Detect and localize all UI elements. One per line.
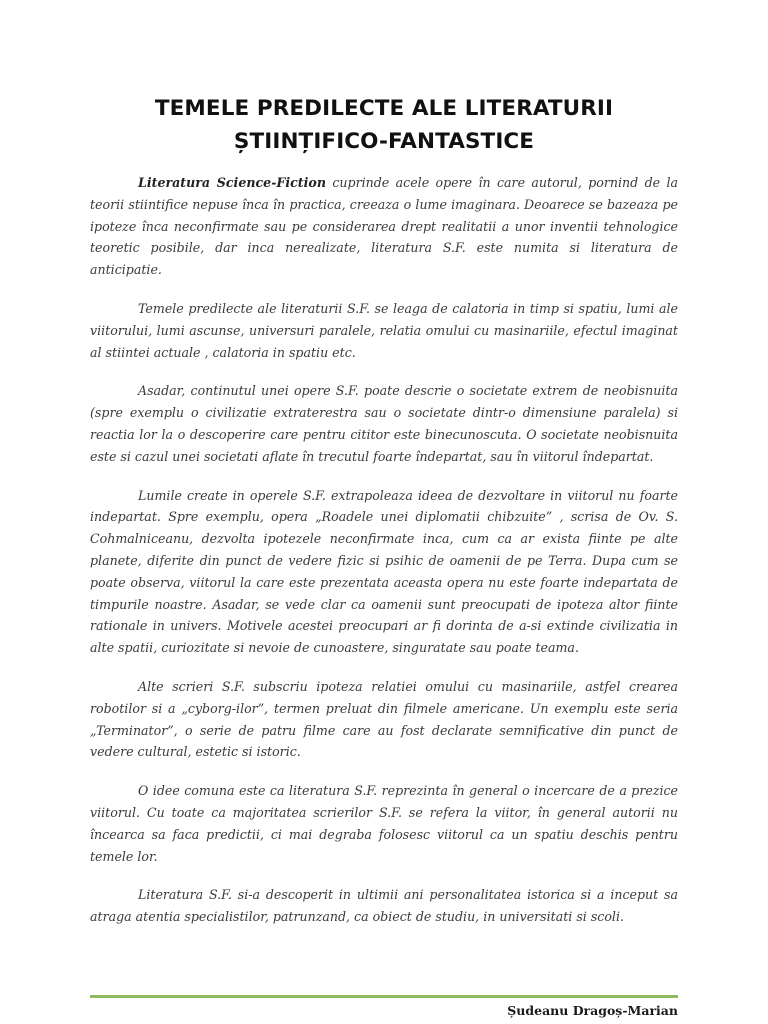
paragraph-1-emphasis: literatura de anticipatie — [90, 240, 678, 278]
paragraph-5: Alte scrieri S.F. subscriu ipoteza relatiei omului cu masinariile, astfel crearea robotilor si a „cyborg-ilor”, termen preluat din filmele americane. Un exemplu este seria „Terminator”, o serie de patru filme care au fost declarate semnificative din punct de vedere cultural, estetic si istoric. — [90, 678, 678, 760]
paragraph-1 — [90, 172, 678, 281]
document-body — [90, 172, 678, 945]
paragraph-2: Temele predilecte ale literaturii S.F. se leaga de calatoria in timp si spatiu, lumi ale viitorului, lumi ascunse, universuri paralele, relatia omului cu masinariile, efectul imaginat al stiintei actuale , calatoria in spatiu etc. — [90, 300, 678, 360]
title-line-2: ȘTIINȚIFICO-FANTASTICE — [233, 129, 535, 154]
paragraph-1-end: . — [157, 262, 162, 278]
page-title — [90, 92, 678, 158]
footer-author: Șudeanu Dragoș-Marian — [507, 1003, 678, 1018]
footer-divider — [90, 995, 678, 998]
paragraph-3: Asadar, continutul unei opere S.F. poate descrie o societate extrem de neobisnuita (spre exemplu o civilizatie extraterestra sau o societate dintr-o dimensiune paralela) si reactia lor la o descoperire care pentru cititor este binecunoscuta. O societate neobisnuita este si cazul unei societati aflate în trecutul foarte îndepartat, sau în viitorul îndepartat. — [90, 383, 678, 464]
paragraph-7: Literatura S.F. si-a descoperit in ultimii ani personalitatea istorica si a inceput sa atraga atentia specialistilor, patrunzand, ca obiect de studiu, in universitati si scoli. — [90, 887, 678, 925]
paragraph-4: Lumile create in operele S.F. extrapoleaza ideea de dezvoltare in viitorul nu foarte indepartat. Spre exemplu, opera „Roadele unei diplomatii chibzuite” , scrisa de Ov. S. Cohmalniceanu, dezvolta ipotezele neconfirmate inca, cum ca ar exista fiinte pe alte planete, diferite din punct de vedere fizic si psihic de oamenii de pe Terra. Dupa cum se poate observa, viitorul la care este prezentata aceasta opera nu este foarte indepartata de timpurile noastre. Asadar, se vede clar ca oamenii sunt preocupati de ipoteza altor fiinte rationale in univers. Motivele acestei preocupari ar fi dorinta de a-si extinde civilizatia in alte spatii, curiozitate si nevoie de cunoastere, singuratate sau poate teama. — [90, 487, 678, 656]
paragraph-6: O idee comuna este ca literatura S.F. reprezinta în general o incercare de a prezice viitorul. Cu toate ca majoritatea scrierilor S.F. se refera la viitor, în general autorii nu încearca sa faca predictii, ci mai degraba folosesc viitorul ca un spatiu deschis pentru temele lor. — [90, 783, 678, 864]
paragraph-1-text: cuprinde acele opere în care autorul, pornind de la teorii stiintifice nepuse înca în practica, creeaza o lume imaginara. Deoarece se bazeaza pe ipoteze înca neconfirmate sau pe considerarea drept realitatii a unor inventii tehnologice teoretic posibile, dar inca nerealizate, literatura S.F. este numita si — [90, 175, 679, 256]
title-line-1: TEMELE PREDILECTE ALE LITERATURII — [154, 96, 614, 121]
paragraph-1-lead: Literatura Science-Fiction — [138, 175, 326, 190]
